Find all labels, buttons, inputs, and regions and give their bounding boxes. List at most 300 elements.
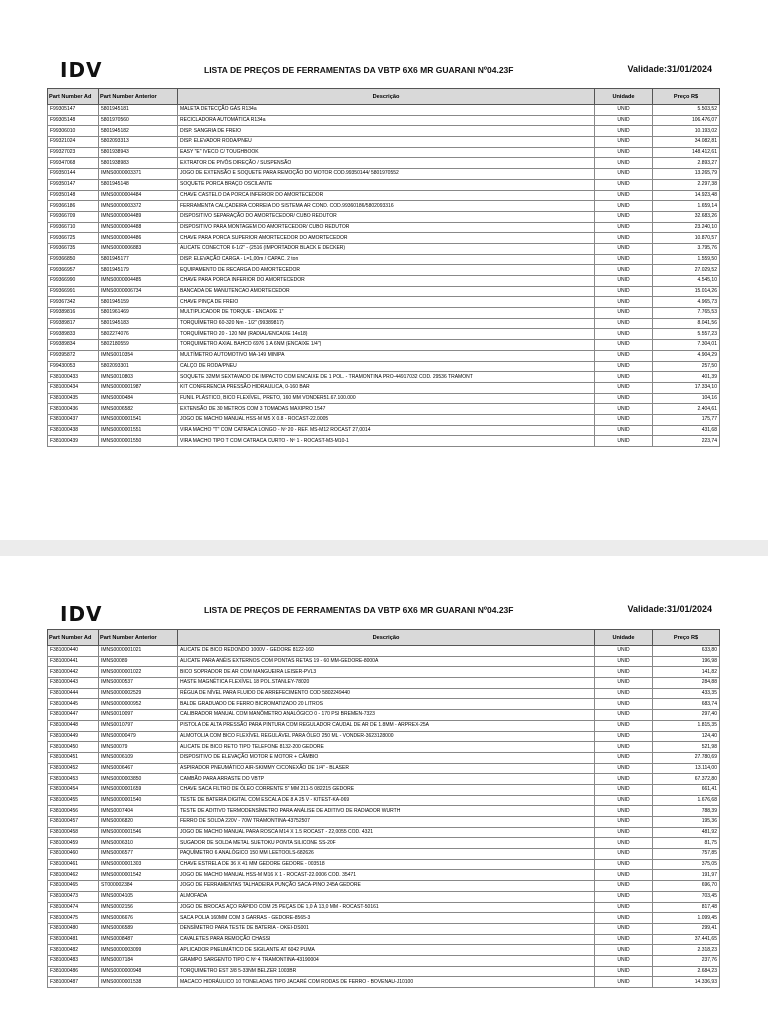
cell-description: JOGO DE MACHO MANUAL HSS-M M16 X 1 - ROCAST-22.0006 COD. 35471 xyxy=(178,870,595,881)
cell-price: 1.659,14 xyxy=(653,201,720,212)
cell-part-number-prev: IMNS0000004486 xyxy=(99,233,178,244)
cell-unit: UNID xyxy=(595,955,653,966)
cell-part-number-prev: 5802093301 xyxy=(99,361,178,372)
table-row xyxy=(48,838,720,849)
cell-part-number-prev: IMNS0010797 xyxy=(99,720,178,731)
cell-price: 2.297,38 xyxy=(653,179,720,190)
cell-part-number: F99366957 xyxy=(48,265,99,276)
cell-description: EASY "E" IVECO C/ TOUGHBOOK xyxy=(178,147,595,158)
cell-unit: UNID xyxy=(595,710,653,721)
cell-part-number-prev: IMNS00000479 xyxy=(99,731,178,742)
cell-part-number-prev: IMNS0007404 xyxy=(99,806,178,817)
cell-description: DISPOSITIVO SEPARAÇÃO DO AMORTECEDOR/ CUBO REDUTOR xyxy=(178,211,595,222)
cell-part-number-prev: IMNS0000001659 xyxy=(99,784,178,795)
cell-unit: UNID xyxy=(595,414,653,425)
cell-price: 2.684,23 xyxy=(653,966,720,977)
cell-part-number-prev: IMNS0007184 xyxy=(99,955,178,966)
col-header-unit: Unidade xyxy=(595,630,653,646)
cell-part-number-prev: 5801945179 xyxy=(99,265,178,276)
cell-part-number: F99389816 xyxy=(48,308,99,319)
cell-description: SUGADOR DE SOLDA METAL SUETOKU PONTA SILICONE SS-20F xyxy=(178,838,595,849)
cell-part-number: F381000456 xyxy=(48,806,99,817)
table-row xyxy=(48,350,720,361)
cell-unit: UNID xyxy=(595,923,653,934)
table-row xyxy=(48,656,720,667)
table-row xyxy=(48,297,720,308)
table-row xyxy=(48,699,720,710)
table-row xyxy=(48,126,720,137)
cell-part-number: F99366709 xyxy=(48,211,99,222)
cell-description: DISP. ELEVADOR RODA/PNEU xyxy=(178,137,595,148)
cell-price: 14.923,48 xyxy=(653,190,720,201)
cell-description: FERRAMENTA CALÇADEIRA CORREIA DO SISTEMA AR COND. COD.99360186/5802093316 xyxy=(178,201,595,212)
cell-price: 104,16 xyxy=(653,393,720,404)
table-row xyxy=(48,934,720,945)
cell-part-number: F381000433 xyxy=(48,372,99,383)
cell-price: 27.780,69 xyxy=(653,752,720,763)
cell-part-number-prev: IMNS0000001538 xyxy=(99,977,178,988)
cell-part-number: F99305148 xyxy=(48,115,99,126)
col-header-part-number: Part Number Ad xyxy=(48,630,99,646)
cell-unit: UNID xyxy=(595,265,653,276)
cell-price: 1.559,50 xyxy=(653,254,720,265)
cell-part-number-prev: IMNS0010803 xyxy=(99,372,178,383)
cell-part-number: F381000474 xyxy=(48,902,99,913)
cell-part-number: F99389833 xyxy=(48,329,99,340)
cell-part-number: F381000457 xyxy=(48,817,99,828)
cell-part-number-prev: IMNS0010354 xyxy=(99,350,178,361)
cell-part-number-prev: 5801938943 xyxy=(99,147,178,158)
cell-price: 375,05 xyxy=(653,859,720,870)
table-row xyxy=(48,436,720,447)
table-row xyxy=(48,742,720,753)
cell-unit: UNID xyxy=(595,158,653,169)
cell-description: DISP. SANGRIA DE FREIO xyxy=(178,126,595,137)
cell-price: 817,48 xyxy=(653,902,720,913)
cell-part-number: F99395872 xyxy=(48,350,99,361)
cell-part-number: F381000442 xyxy=(48,667,99,678)
cell-part-number: F381000445 xyxy=(48,699,99,710)
cell-description: CALÇO DE RODA/PNEU xyxy=(178,361,595,372)
cell-unit: UNID xyxy=(595,425,653,436)
table-row xyxy=(48,286,720,297)
cell-price: 284,88 xyxy=(653,678,720,689)
table-body xyxy=(48,105,720,447)
cell-part-number-prev: ST000002384 xyxy=(99,881,178,892)
cell-part-number-prev: IMNS0000003850 xyxy=(99,774,178,785)
table-row xyxy=(48,774,720,785)
cell-price: 37.441,65 xyxy=(653,934,720,945)
cell-part-number-prev: IMNS0000001551 xyxy=(99,425,178,436)
cell-price: 257,50 xyxy=(653,361,720,372)
cell-price: 1.676,68 xyxy=(653,795,720,806)
cell-part-number: F99366710 xyxy=(48,222,99,233)
cell-part-number: F381000436 xyxy=(48,404,99,415)
cell-part-number: F99366186 xyxy=(48,201,99,212)
cell-part-number-prev: IMNS00089 xyxy=(99,656,178,667)
cell-unit: UNID xyxy=(595,393,653,404)
cell-part-number-prev: IMNS0004105 xyxy=(99,891,178,902)
cell-price: 2.318,23 xyxy=(653,945,720,956)
cell-description: JOGO DE FERRAMENTAS TALHADEIRA PUNÇÃO SACA-PINO 245A GEDORE xyxy=(178,881,595,892)
cell-unit: UNID xyxy=(595,179,653,190)
cell-description: JOGO DE MACHO MANUAL PARA ROSCA M14 X 1.5 ROCAST - 22,0055 COD. 4321 xyxy=(178,827,595,838)
cell-unit: UNID xyxy=(595,361,653,372)
cell-part-number: F381000452 xyxy=(48,763,99,774)
cell-description: FERRO DE SOLDA 220V - 70W TRAMONTINA-43752507 xyxy=(178,817,595,828)
table-row xyxy=(48,923,720,934)
cell-description: ALICATE DE BICO REDONDO 1000V - GEDORE 8122-160 xyxy=(178,646,595,657)
cell-unit: UNID xyxy=(595,945,653,956)
table-row xyxy=(48,881,720,892)
cell-part-number: F99367342 xyxy=(48,297,99,308)
cell-unit: UNID xyxy=(595,806,653,817)
cell-part-number-prev: IMNS0000001550 xyxy=(99,436,178,447)
cell-description: TESTE DE BATERIA DIGITAL COM ESCALA DE 8 A 25 V - KITEST-KA-069 xyxy=(178,795,595,806)
cell-price: 5.557,23 xyxy=(653,329,720,340)
cell-part-number: F381000439 xyxy=(48,436,99,447)
cell-price: 481,92 xyxy=(653,827,720,838)
cell-part-number: F381000475 xyxy=(48,913,99,924)
cell-part-number-prev: IMNS0000004488 xyxy=(99,222,178,233)
cell-description: CHAVE SACA FILTRO DE ÓLEO CORRENTE 5" MM 211-5 082215 GEDORE xyxy=(178,784,595,795)
cell-description: MULTÍMETRO AUTOMOTIVO MA-149 MINIPA xyxy=(178,350,595,361)
cell-part-number: F381000454 xyxy=(48,784,99,795)
cell-part-number-prev: 5802274076 xyxy=(99,329,178,340)
table-row xyxy=(48,105,720,116)
cell-unit: UNID xyxy=(595,752,653,763)
cell-price: 23.240,10 xyxy=(653,222,720,233)
cell-part-number: F381000449 xyxy=(48,731,99,742)
table-row xyxy=(48,784,720,795)
cell-description: APLICADOR PNEUMÁTICO DE SIGILANTE AT 6042 PUMA xyxy=(178,945,595,956)
cell-part-number-prev: IMNS0000001987 xyxy=(99,382,178,393)
cell-unit: UNID xyxy=(595,774,653,785)
cell-price: 141,82 xyxy=(653,667,720,678)
cell-part-number: F381000440 xyxy=(48,646,99,657)
cell-description: JOGO DE MACHO MANUAL HSS-M M5 X 0.8 - ROCAST-22.0005 xyxy=(178,414,595,425)
price-table xyxy=(47,629,720,988)
cell-price: 13.265,79 xyxy=(653,169,720,180)
cell-price: 106.476,07 xyxy=(653,115,720,126)
cell-unit: UNID xyxy=(595,169,653,180)
table-row xyxy=(48,265,720,276)
table-row xyxy=(48,308,720,319)
table-row xyxy=(48,667,720,678)
cell-unit: UNID xyxy=(595,286,653,297)
cell-part-number: F381000435 xyxy=(48,393,99,404)
cell-unit: UNID xyxy=(595,699,653,710)
cell-description: SACA POLIA 160MM COM 3 GARRAS - GEDORE-8565-3 xyxy=(178,913,595,924)
cell-part-number: F99366735 xyxy=(48,243,99,254)
cell-price: 124,40 xyxy=(653,731,720,742)
cell-description: TORQUIMETRO AXIAL BAHCO 6976 1 A 6NM (ENCAIXE 1/4") xyxy=(178,340,595,351)
price-list-page-2 xyxy=(0,556,768,1024)
cell-description: ALICATE DE BICO RETO TIPO TELEFONE 8132-200 GEDORE xyxy=(178,742,595,753)
table-row xyxy=(48,849,720,860)
cell-part-number-prev: IMNS0010097 xyxy=(99,710,178,721)
cell-unit: UNID xyxy=(595,838,653,849)
document-title: LISTA DE PREÇOS DE FERRAMENTAS DA VBTP 6X6 MR GUARANI Nº04.23F xyxy=(204,65,514,75)
cell-unit: UNID xyxy=(595,891,653,902)
table-row xyxy=(48,414,720,425)
table-row xyxy=(48,361,720,372)
cell-part-number-prev: IMNS0000000948 xyxy=(99,966,178,977)
cell-unit: UNID xyxy=(595,211,653,222)
cell-description: DISPOSITIVO PARA MONTAGEM DO AMORTECEDOR/ CUBO REDUTOR xyxy=(178,222,595,233)
cell-part-number-prev: IMNS0000000952 xyxy=(99,699,178,710)
cell-unit: UNID xyxy=(595,105,653,116)
table-row xyxy=(48,688,720,699)
cell-description: TORQUÍMETRO 60-320 Nm - 1/2" (99389817) xyxy=(178,318,595,329)
cell-description: EXTENSÃO DE 30 METROS COM 3 TOMADAS MAXIPRO 1547 xyxy=(178,404,595,415)
cell-price: 7.304,01 xyxy=(653,340,720,351)
cell-unit: UNID xyxy=(595,859,653,870)
cell-part-number-prev: 5801970560 xyxy=(99,115,178,126)
table-row xyxy=(48,329,720,340)
cell-unit: UNID xyxy=(595,731,653,742)
col-header-part-number-prev: Part Number Anterior xyxy=(99,89,178,105)
table-row xyxy=(48,720,720,731)
cell-unit: UNID xyxy=(595,350,653,361)
table-row xyxy=(48,891,720,902)
cell-unit: UNID xyxy=(595,137,653,148)
cell-part-number-prev: 5802093313 xyxy=(99,137,178,148)
table-row xyxy=(48,752,720,763)
cell-part-number: F381000481 xyxy=(48,934,99,945)
cell-unit: UNID xyxy=(595,870,653,881)
table-row xyxy=(48,201,720,212)
table-row xyxy=(48,372,720,383)
cell-description: DISP. ELEVAÇÃO CARGA - L=1,00m / CAPAC. 2 ton xyxy=(178,254,595,265)
cell-unit: UNID xyxy=(595,404,653,415)
cell-part-number-prev: IMNS0000002529 xyxy=(99,688,178,699)
cell-part-number: F381000444 xyxy=(48,688,99,699)
cell-part-number-prev: IMNS0000003371 xyxy=(99,169,178,180)
table-row xyxy=(48,254,720,265)
col-header-description: Descrição xyxy=(178,630,595,646)
table-row xyxy=(48,276,720,287)
cell-description: RÉGUA DE NÍVEL PARA FLUIDO DE ARREFECIMENTO COD 5802249440 xyxy=(178,688,595,699)
cell-part-number-prev: IMNS0000001540 xyxy=(99,795,178,806)
col-header-unit: Unidade xyxy=(595,89,653,105)
cell-price: 7.765,53 xyxy=(653,308,720,319)
table-row xyxy=(48,731,720,742)
cell-price: 196,98 xyxy=(653,656,720,667)
cell-part-number: F99430053 xyxy=(48,361,99,372)
table-row xyxy=(48,211,720,222)
idv-logo: IDV xyxy=(60,602,103,626)
col-header-price: Preço R$ xyxy=(653,89,720,105)
cell-part-number-prev: IMNS0000001541 xyxy=(99,414,178,425)
col-header-price: Preço R$ xyxy=(653,630,720,646)
cell-price: 14.336,93 xyxy=(653,977,720,988)
cell-unit: UNID xyxy=(595,934,653,945)
table-row xyxy=(48,137,720,148)
cell-part-number: F381000459 xyxy=(48,838,99,849)
cell-unit: UNID xyxy=(595,667,653,678)
cell-part-number-prev: 5801961469 xyxy=(99,308,178,319)
cell-part-number: F381000465 xyxy=(48,881,99,892)
cell-unit: UNID xyxy=(595,795,653,806)
cell-part-number: F99366990 xyxy=(48,276,99,287)
cell-part-number-prev: IMNS0000004489 xyxy=(99,211,178,222)
cell-price: 401,39 xyxy=(653,372,720,383)
cell-part-number: F381000443 xyxy=(48,678,99,689)
cell-price: 175,77 xyxy=(653,414,720,425)
cell-description: TORQUIMETRO EST 3/8 5-33NM BELZER 1003BR xyxy=(178,966,595,977)
cell-price: 81,75 xyxy=(653,838,720,849)
cell-unit: UNID xyxy=(595,340,653,351)
validity-date: Validade:31/01/2024 xyxy=(627,64,712,74)
cell-description: TORQUÍMETRO 20 - 120 NM (RADIAL/ENCAIXE 14x18) xyxy=(178,329,595,340)
col-header-part-number: Part Number Ad xyxy=(48,89,99,105)
cell-unit: UNID xyxy=(595,763,653,774)
cell-price: 521,98 xyxy=(653,742,720,753)
cell-price: 431,68 xyxy=(653,425,720,436)
table-row xyxy=(48,913,720,924)
cell-part-number: F381000438 xyxy=(48,425,99,436)
cell-part-number-prev: 5802180559 xyxy=(99,340,178,351)
cell-part-number-prev: 5801938983 xyxy=(99,158,178,169)
cell-unit: UNID xyxy=(595,817,653,828)
cell-part-number: F381000447 xyxy=(48,710,99,721)
cell-part-number: F381000441 xyxy=(48,656,99,667)
cell-price: 788,39 xyxy=(653,806,720,817)
cell-description: CHAVE ESTRELA DE 36 X 41 MM GEDORE GEDORE - 003518 xyxy=(178,859,595,870)
cell-price: 1.815,35 xyxy=(653,720,720,731)
cell-price: 4.545,10 xyxy=(653,276,720,287)
table-row xyxy=(48,425,720,436)
validity-date: Validade:31/01/2024 xyxy=(627,604,712,614)
cell-part-number: F381000462 xyxy=(48,870,99,881)
cell-unit: UNID xyxy=(595,742,653,753)
cell-part-number-prev: IMNS0008487 xyxy=(99,934,178,945)
table-row xyxy=(48,827,720,838)
cell-price: 15.014,26 xyxy=(653,286,720,297)
cell-description: BALDE GRADUADO DE FERRO BICROMATIZADO 20 LITROS xyxy=(178,699,595,710)
cell-unit: UNID xyxy=(595,254,653,265)
cell-description: CHAVE PINÇA DE FREIO xyxy=(178,297,595,308)
cell-part-number: F381000458 xyxy=(48,827,99,838)
cell-price: 148.412,61 xyxy=(653,147,720,158)
cell-description: PAQUÍMETRO 6 ANALÓGICO 150 MM LEETOOLS-682626 xyxy=(178,849,595,860)
cell-price: 223,74 xyxy=(653,436,720,447)
cell-unit: UNID xyxy=(595,318,653,329)
cell-unit: UNID xyxy=(595,977,653,988)
cell-price: 297,40 xyxy=(653,710,720,721)
cell-description: ALICATE CONECTOR 6-1/2" - (2516 (IMPORTADOR BLACK E DECKER) xyxy=(178,243,595,254)
table-row xyxy=(48,115,720,126)
cell-part-number: F381000461 xyxy=(48,859,99,870)
cell-part-number: F99305147 xyxy=(48,105,99,116)
cell-price: 10.870,57 xyxy=(653,233,720,244)
cell-unit: UNID xyxy=(595,656,653,667)
cell-unit: UNID xyxy=(595,849,653,860)
cell-price: 299,41 xyxy=(653,923,720,934)
cell-unit: UNID xyxy=(595,902,653,913)
table-row xyxy=(48,158,720,169)
cell-price: 661,41 xyxy=(653,784,720,795)
cell-part-number-prev: IMNS0000004485 xyxy=(99,276,178,287)
table-row xyxy=(48,870,720,881)
col-header-description: Descrição xyxy=(178,89,595,105)
price-table xyxy=(47,88,720,447)
cell-description: ALICATE PARA ANÉIS EXTERNOS COM PONTAS RETAS 19 - 60 MM-GEDORE-8000A xyxy=(178,656,595,667)
cell-price: 433,35 xyxy=(653,688,720,699)
cell-description: CHAVE PARA PORCA INFERIOR DO AMORTECEDOR xyxy=(178,276,595,287)
cell-part-number-prev: IMNS0000001303 xyxy=(99,859,178,870)
cell-part-number: F381000460 xyxy=(48,849,99,860)
cell-price: 5.503,52 xyxy=(653,105,720,116)
cell-part-number-prev: IMNS0000001542 xyxy=(99,870,178,881)
cell-part-number: F99350147 xyxy=(48,179,99,190)
cell-part-number-prev: IMNS0002156 xyxy=(99,902,178,913)
table-row xyxy=(48,393,720,404)
cell-part-number: F381000473 xyxy=(48,891,99,902)
table-row xyxy=(48,795,720,806)
cell-description: CAMBÃO PARA ARRASTE DO VBTP xyxy=(178,774,595,785)
cell-unit: UNID xyxy=(595,329,653,340)
table-row xyxy=(48,678,720,689)
cell-part-number: F381000482 xyxy=(48,945,99,956)
cell-description: BANCADA DE MANUTENCAO AMORTECEDOR xyxy=(178,286,595,297)
cell-part-number-prev: IMNS0000001546 xyxy=(99,827,178,838)
cell-price: 3.795,76 xyxy=(653,243,720,254)
cell-unit: UNID xyxy=(595,382,653,393)
cell-part-number-prev: 5801945182 xyxy=(99,126,178,137)
cell-price: 8.041,56 xyxy=(653,318,720,329)
cell-unit: UNID xyxy=(595,881,653,892)
cell-unit: UNID xyxy=(595,646,653,657)
table-row xyxy=(48,179,720,190)
cell-part-number-prev: IMNS0006676 xyxy=(99,913,178,924)
cell-unit: UNID xyxy=(595,966,653,977)
table-header-row xyxy=(48,89,720,105)
cell-price: 34.082,81 xyxy=(653,137,720,148)
cell-part-number-prev: IMNS0000003099 xyxy=(99,945,178,956)
cell-part-number-prev: 5801945177 xyxy=(99,254,178,265)
table-row xyxy=(48,243,720,254)
cell-price: 195,36 xyxy=(653,817,720,828)
cell-price: 10.193,02 xyxy=(653,126,720,137)
cell-description: KIT CONFERENCIA PRESSÃO HIDRAULICA, 0-160 BAR xyxy=(178,382,595,393)
cell-price: 17.334,10 xyxy=(653,382,720,393)
table-row xyxy=(48,945,720,956)
cell-description: EXTRATOR DE PIVÔS DIREÇÃO / SUSPENSÃO xyxy=(178,158,595,169)
table-row xyxy=(48,955,720,966)
cell-part-number-prev: IMNS0000484 xyxy=(99,393,178,404)
cell-part-number: F381000455 xyxy=(48,795,99,806)
document-title: LISTA DE PREÇOS DE FERRAMENTAS DA VBTP 6X6 MR GUARANI Nº04.23F xyxy=(204,605,514,615)
cell-part-number: F99389834 xyxy=(48,340,99,351)
table-row xyxy=(48,190,720,201)
cell-part-number: F381000450 xyxy=(48,742,99,753)
cell-description: CAVALETES PARA REMOÇÃO CHASSI xyxy=(178,934,595,945)
cell-description: HASTE MAGNÉTICA FLEXÍVEL 18 POL.STANLEY-78020 xyxy=(178,678,595,689)
cell-description: PISTOLA DE ALTA PRESSÃO PARA PINTURA COM REGULADOR CAUDAL DE AR DE 1.8MM - ARPREX-25A xyxy=(178,720,595,731)
table-header-row xyxy=(48,630,720,646)
cell-unit: UNID xyxy=(595,372,653,383)
cell-unit: UNID xyxy=(595,678,653,689)
cell-description: MALETA DETECÇÃO GÁS R134a xyxy=(178,105,595,116)
cell-part-number-prev: IMNS0000001022 xyxy=(99,667,178,678)
cell-part-number: F381000480 xyxy=(48,923,99,934)
cell-price: 27.029,52 xyxy=(653,265,720,276)
cell-part-number: F381000453 xyxy=(48,774,99,785)
cell-price: 703,45 xyxy=(653,891,720,902)
cell-description: CHAVE CASTELO DA PORCA INFERIOR DO AMORTECEDOR xyxy=(178,190,595,201)
